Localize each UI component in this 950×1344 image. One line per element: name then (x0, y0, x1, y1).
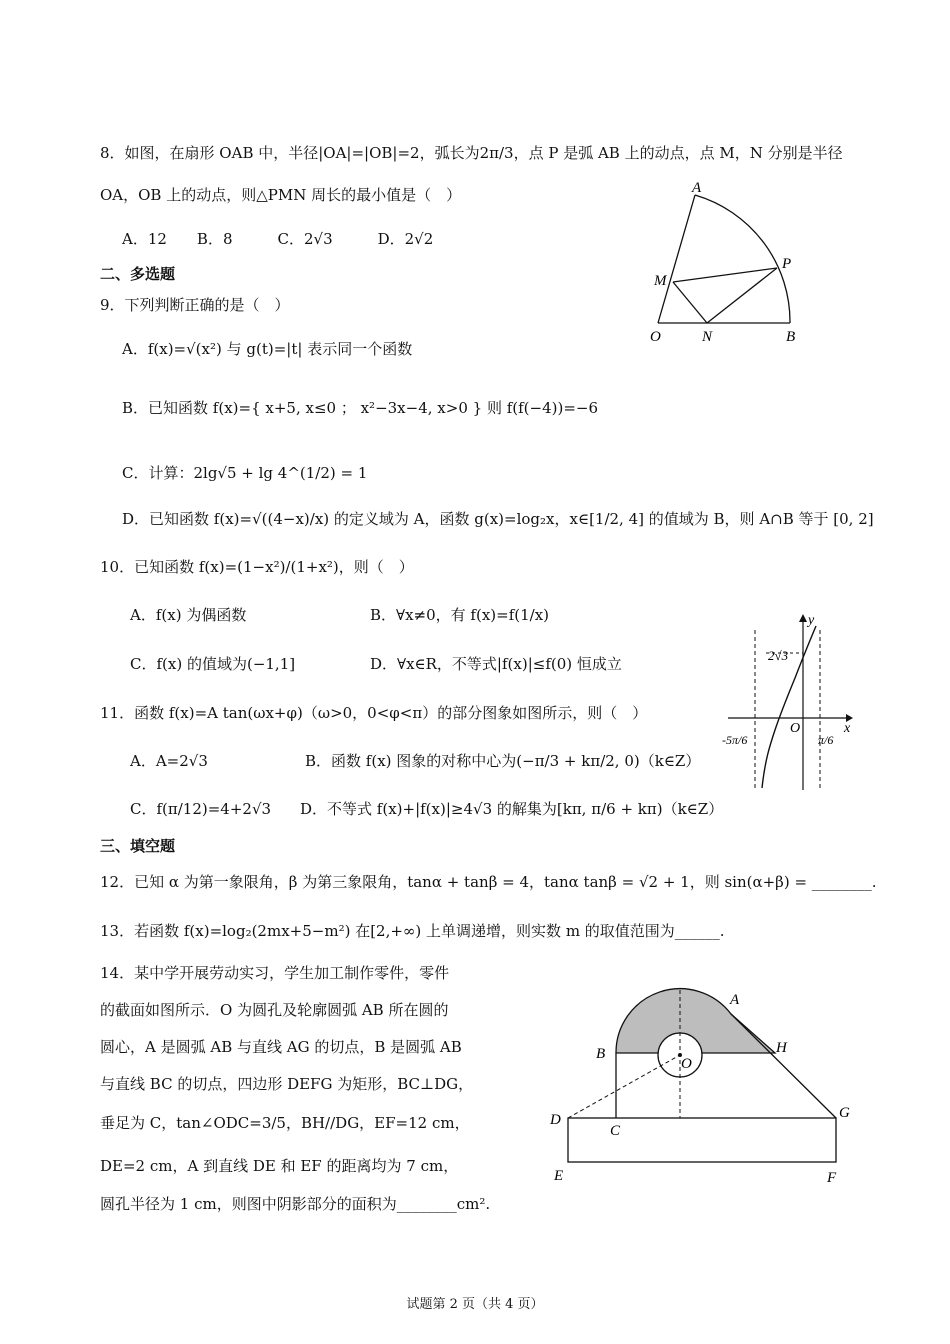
section-3-heading: 三、填空题 (100, 837, 176, 855)
q11-right-tick: π/6 (818, 733, 834, 747)
q9-option-b: B．已知函数 f(x)={ x+5, x≤0 ； x²−3x−4, x>0 } 则 f(f(−4))=−6 (122, 399, 599, 417)
q11-option-b: B．函数 f(x) 图象的对称中心为(−π/3 + kπ/2, 0)（k∈Z） (305, 752, 701, 770)
q11-origin: O (790, 721, 801, 736)
page-footer: 试题第 2 页（共 4 页） (406, 1297, 544, 1312)
q14-line-4: 与直线 BC 的切点，四边形 DEFG 为矩形，BC⊥DG， (100, 1075, 474, 1093)
q10-option-d: D．∀x∈R，不等式|f(x)|≤f(0) 恒成立 (370, 655, 622, 673)
q10-option-b: B．∀x≠0，有 f(x)=f(1/x) (370, 606, 550, 624)
q9-option-a: A．f(x)=√(x²) 与 g(t)=|t| 表示同一个函数 (122, 340, 413, 358)
q11-option-c: C．f(π/12)=4+2√3 (130, 800, 272, 818)
q8-figure (640, 180, 810, 345)
q13: 13．若函数 f(x)=log₂(2mx+5−m²) 在[2,+∞) 上单调递增，则实数 m 的取值范围为______. (100, 922, 725, 940)
q11-axis-x: x (844, 721, 851, 736)
q9-option-c: C．计算：2lg√5 + lg 4^(1/2) = 1 (122, 464, 368, 482)
section-2-heading: 二、多选题 (100, 265, 176, 283)
q14-label-b: B (596, 1046, 606, 1062)
q8-label-o: O (650, 329, 661, 345)
q8-label-a: A (692, 180, 702, 196)
q14-line-6: DE=2 cm，A 到直线 DE 和 EF 的距离均为 7 cm， (100, 1157, 459, 1175)
q11-left-tick: -5π/6 (722, 733, 748, 747)
q8-options: A．12 B．8 C．2√3 D．2√2 (122, 230, 434, 248)
q10-option-c: C．f(x) 的值域为(−1,1] (130, 655, 296, 673)
q14-label-d: D (550, 1112, 561, 1128)
q14-label-a: A (730, 992, 740, 1008)
q8-line2: OA，OB 上的动点，则△PMN 周长的最小值是（ ） (100, 186, 462, 204)
q10-stem: 10．已知函数 f(x)=(1−x²)/(1+x²)，则（ ） (100, 558, 414, 576)
q8-label-b: B (786, 329, 796, 345)
q11-stem: 11．函数 f(x)=A tan(ωx+φ)（ω>0，0<φ<π）的部分图象如图所示，则（ ） (100, 704, 648, 722)
q8-line1: 8．如图，在扇形 OAB 中，半径|OA|=|OB|=2，弧长为2π/3，点 P 是弧 AB 上的动点，点 M，N 分别是半径 (100, 144, 843, 162)
q14-figure (540, 980, 870, 1190)
q9-stem: 9．下列判断正确的是（ ） (100, 296, 290, 314)
q8-label-p: P (782, 256, 792, 272)
q14-label-g: G (839, 1105, 850, 1121)
q8-label-n: N (702, 329, 713, 345)
q12: 12．已知 α 为第一象限角，β 为第三象限角，tanα + tanβ = 4，tanα tanβ = √2 + 1，则 sin(α+β) = ________. (100, 873, 877, 891)
q9-option-d: D．已知函数 f(x)=√((4−x)/x) 的定义域为 A，函数 g(x)=log₂x，x∈[1/2, 4] 的值域为 B，则 A∩B 等于 [0, 2] (122, 510, 874, 528)
q14-line-3: 圆心，A 是圆弧 AB 与直线 AG 的切点，B 是圆弧 AB (100, 1038, 462, 1056)
q14-line-2: 的截面如图所示．O 为圆孔及轮廓圆弧 AB 所在圆的 (100, 1001, 449, 1019)
q11-val: 2√3 (768, 648, 789, 663)
q14-line-7: 圆孔半径为 1 cm，则图中阴影部分的面积为________cm². (100, 1195, 491, 1213)
q14-label-h: H (776, 1040, 787, 1056)
q14-line-5: 垂足为 C，tan∠ODC=3/5，BH//DG，EF=12 cm， (100, 1114, 470, 1132)
q14-label-c: C (610, 1123, 621, 1139)
q14-line-1: 14．某中学开展劳动实习，学生加工制作零件，零件 (100, 964, 450, 982)
q11-figure (720, 610, 855, 795)
q14-label-e: E (554, 1168, 564, 1184)
q14-label-o: O (681, 1056, 692, 1072)
q8-label-m: M (654, 273, 667, 289)
q11-axis-y: y (808, 613, 815, 628)
q11-option-d: D．不等式 f(x)+|f(x)|≥4√3 的解集为[kπ, π/6 + kπ)（k∈Z） (300, 800, 724, 818)
q11-option-a: A．A=2√3 (130, 752, 208, 770)
q14-label-f: F (827, 1170, 837, 1186)
q10-option-a: A．f(x) 为偶函数 (130, 606, 247, 624)
